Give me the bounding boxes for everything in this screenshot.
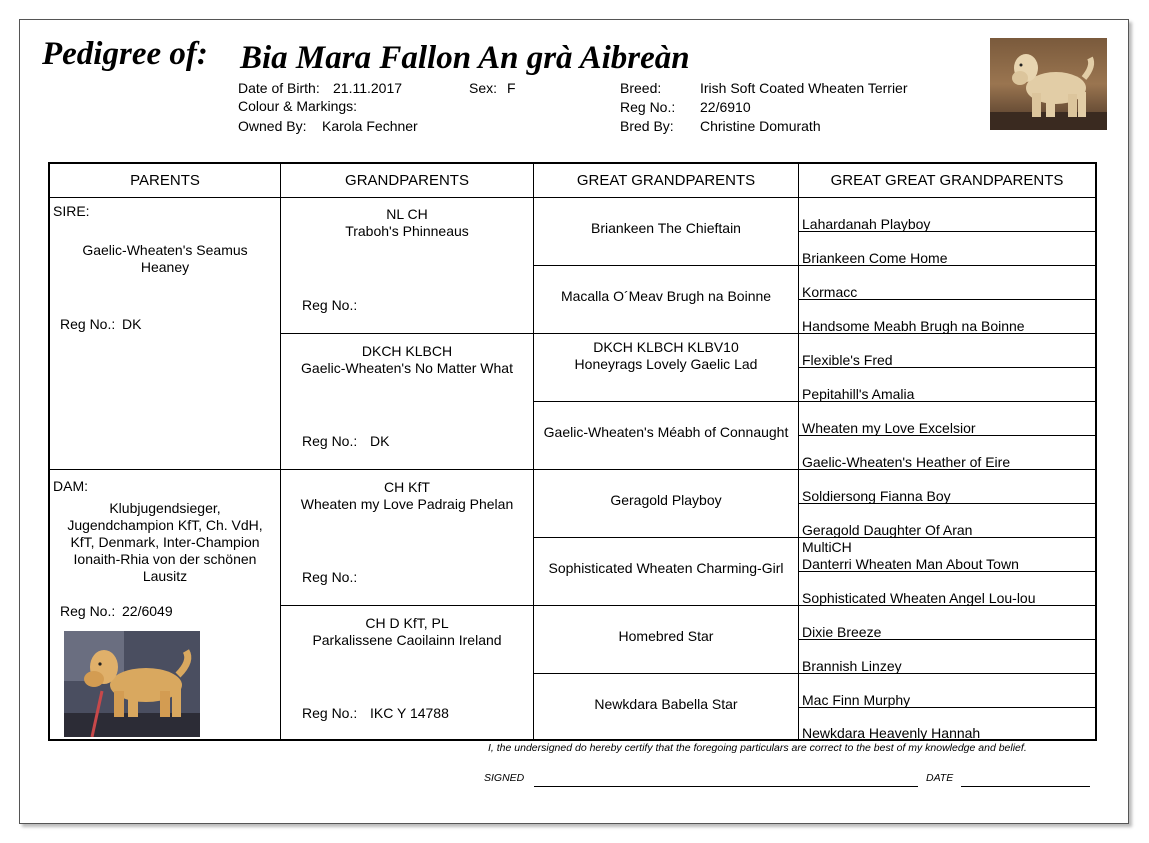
signature-line[interactable] <box>534 786 918 787</box>
great-great-grandparent-10: Geragold Daughter Of Aran <box>802 522 973 538</box>
sire-label: SIRE: <box>53 203 90 219</box>
great-great-grandparent-16: Newkdara Heavenly Hannah <box>802 725 981 741</box>
great-grandparent-3: Honeyrags Lovely Gaelic Lad <box>574 356 758 372</box>
certification-text: I, the undersigned do hereby certify that the foregoing particulars are correct to the best of my knowledge and belief. <box>488 742 1027 754</box>
date-label: DATE <box>926 772 954 784</box>
dam-name: Klubjugendsieger, Jugendchampion KfT, Ch. VdH, KfT, Denmark, Inter-Champion Ionaith-Rhia von der schönen Lausitz <box>67 500 263 584</box>
breed-value: Irish Soft Coated Wheaten Terrier <box>700 80 908 96</box>
dob-value: 21.11.2017 <box>333 80 403 96</box>
great-great-grandparent-15: Mac Finn Murphy <box>802 692 911 708</box>
breed-label: Breed: <box>620 80 662 96</box>
regno-label: Reg No.: <box>620 99 676 115</box>
owner-label: Owned By: <box>238 118 307 134</box>
title-label: Pedigree of: <box>42 36 208 72</box>
grandparent-1-title: NL CH <box>386 206 428 222</box>
colour-label: Colour & Markings: <box>238 98 358 114</box>
grandparent-2-title: DKCH KLBCH <box>361 343 453 359</box>
date-line[interactable] <box>961 786 1090 787</box>
great-grandparent-1: Briankeen The Chieftain <box>591 220 741 236</box>
great-great-grandparent-1: Lahardanah Playboy <box>802 216 931 232</box>
col-header-great-great-grandparents: GREAT GREAT GRANDPARENTS <box>830 172 1064 189</box>
owner-value: Karola Fechner <box>322 118 418 134</box>
dog-photo <box>990 38 1107 130</box>
great-great-grandparent-6: Pepitahill's Amalia <box>802 386 915 402</box>
sex-label: Sex: <box>469 80 498 96</box>
dog-name: Bia Mara Fallon An grà Aibreàn <box>240 40 690 76</box>
sire-reg-label: Reg No.: <box>60 316 116 332</box>
regno-value: 22/6910 <box>700 99 751 115</box>
great-grandparent-4: Gaelic-Wheaten's Méabh of Connaught <box>543 424 789 440</box>
great-grandparent-2: Macalla O´Meav Brugh na Boinne <box>560 288 772 304</box>
sex-value: F <box>507 80 516 96</box>
great-great-grandparent-14: Brannish Linzey <box>802 658 902 674</box>
bredby-label: Bred By: <box>620 118 674 134</box>
dam-label: DAM: <box>53 478 88 494</box>
grandparent-1-reg-label: Reg No.: <box>302 297 358 313</box>
breeder-value: Christine Domurath <box>700 118 821 134</box>
great-grandparent-3-title: DKCH KLBCH KLBV10 <box>593 339 739 355</box>
grandparent-3-name: Wheaten my Love Padraig Phelan <box>300 496 514 512</box>
grandparent-2-name: Gaelic-Wheaten's No Matter What <box>301 360 513 376</box>
great-great-grandparent-8: Gaelic-Wheaten's Heather of Eire <box>802 454 1011 470</box>
grandparent-4-reg: IKC Y 14788 <box>370 705 449 721</box>
dob-label: Date of Birth: <box>238 80 320 96</box>
dam-photo <box>64 631 200 737</box>
grandparent-1-name: Traboh's Phinneaus <box>345 223 469 239</box>
grandparent-3-reg-label: Reg No.: <box>302 569 358 585</box>
dam-reg: 22/6049 <box>122 603 173 619</box>
great-great-grandparent-2: Briankeen Come Home <box>802 250 948 266</box>
great-great-grandparent-13: Dixie Breeze <box>802 624 882 640</box>
great-great-grandparent-3: Kormacc <box>802 284 858 300</box>
sire-name: Gaelic-Wheaten's Seamus Heaney <box>82 242 248 275</box>
grandparent-4-title: CH D KfT, PL <box>365 615 449 631</box>
grandparent-4-name: Parkalissene Caoilainn Ireland <box>312 632 502 648</box>
grandparent-2-reg: DK <box>370 433 390 449</box>
great-great-grandparent-4: Handsome Meabh Brugh na Boinne <box>802 318 1025 334</box>
great-grandparent-5: Geragold Playboy <box>610 492 722 508</box>
pedigree-table <box>48 162 1097 741</box>
great-grandparent-6: Sophisticated Wheaten Charming-Girl <box>548 560 784 576</box>
great-great-grandparent-11: Danterri Wheaten Man About Town <box>802 556 1019 572</box>
grandparent-4-reg-label: Reg No.: <box>302 705 358 721</box>
great-grandparent-7: Homebred Star <box>618 628 714 644</box>
great-grandparent-8: Newkdara Babella Star <box>594 696 738 712</box>
sire-reg: DK <box>122 316 142 332</box>
great-great-grandparent-7: Wheaten my Love Excelsior <box>802 420 976 436</box>
signed-label: SIGNED <box>484 772 525 784</box>
great-great-grandparent-11-title: MultiCH <box>802 539 852 555</box>
col-header-great-grandparents: GREAT GRANDPARENTS <box>576 172 756 189</box>
great-great-grandparent-5: Flexible's Fred <box>802 352 893 368</box>
col-header-grandparents: GRANDPARENTS <box>345 172 469 189</box>
dam-reg-label: Reg No.: <box>60 603 116 619</box>
great-great-grandparent-9: Soldiersong Fianna Boy <box>802 488 951 504</box>
grandparent-3-title: CH KfT <box>384 479 430 495</box>
col-header-parents: PARENTS <box>130 172 200 189</box>
grandparent-2-reg-label: Reg No.: <box>302 433 358 449</box>
great-great-grandparent-12: Sophisticated Wheaten Angel Lou-lou <box>802 590 1036 606</box>
